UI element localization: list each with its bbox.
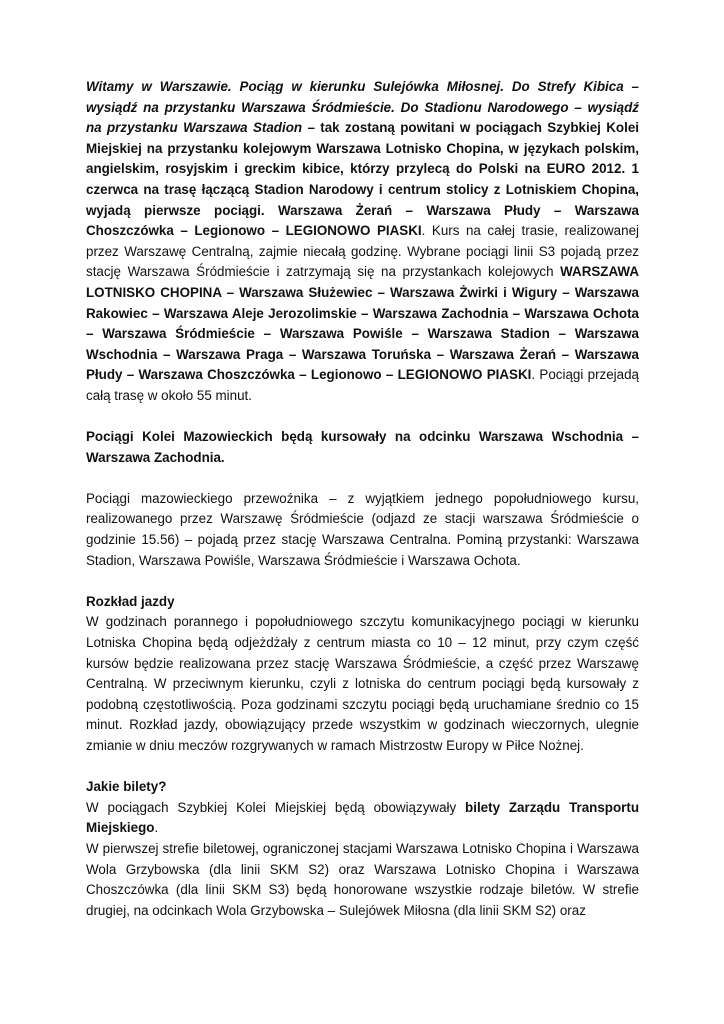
km-heading: Pociągi Kolei Mazowieckich będą kursowały na odcinku Warszawa Wschodnia – Warszawa Zachodnia. xyxy=(86,429,639,465)
spacer xyxy=(86,468,639,489)
tickets-line xyxy=(86,798,639,839)
intro-paragraph xyxy=(86,77,639,407)
intro-normal-2: . Pociągi przejadą całą trasę w około 55 minut. xyxy=(86,367,639,403)
intro-normal-1: . Kurs na całej trasie, realizowanej przez Warszawę Centralną, zajmie niecałą godzinę. Wybrane pociągi linii S3 pojadą przez stację Warszawa Śródmieście i zatrzymają się na przystankach kolejowych xyxy=(86,223,639,280)
tickets-heading: Jakie bilety? xyxy=(86,779,167,795)
intro-bold-lead: – tak zostaną powitani w pociągach Szybkiej Kolei Miejskiej na przystanku kolejowym Warszawa Lotnisko Chopina, w językach polskim, angielskim, rosyjskim i greckim kibice, którzy przylecą do Polski na EURO 2012. 1 czerwca na trasę łączącą Stadion Narodowy i centrum stolicy z Lotniskiem Chopina, wyjadą pierwsze pociągi. Warszawa Żerań – Warszawa Płudy – Warszawa Choszczówka – Legionowo – LEGIONOWO PIASKI xyxy=(86,120,639,239)
schedule-paragraph: W godzinach porannego i popołudniowego szczytu komunikacyjnego pociągi w kierunku Lotniska Chopina będą odjeżdżały z centrum miasta co 10 – 12 minut, przy czym część kursów będzie realizowana przez stację Warszawa Śródmieście, a część przez Warszawę Centralną. W przeciwnym kierunku, czyli z lotniska do centrum pociągi będą kursowały z podobną częstotliwością. Poza godzinami szczytu pociągi będą uruchamiane średnio co 15 minut. Rozkład jazdy, obowiązujący przede wszystkim w godzinach wieczornych, ulegnie zmianie w dniu meczów rozgrywanych w ramach Mistrzostw Europy w Piłce Nożnej. xyxy=(86,614,639,753)
document-page xyxy=(86,77,639,921)
spacer xyxy=(86,571,639,592)
km-paragraph: Pociągi mazowieckiego przewoźnika – z wyjątkiem jednego popołudniowego kursu, realizowanego przez Warszawę Śródmieście (odjazd ze stacji warszawa Śródmieście o godzinie 15.56) – pojadą przez stację Warszawa Centralna. Pominą przystanki: Warszawa Stadion, Warszawa Powiśle, Warszawa Śródmieście i Warszawa Ochota. xyxy=(86,490,639,568)
intro-italic-greeting: Witamy w Warszawie. Pociąg w kierunku Sulejówka Miłosnej. Do Strefy Kibica – wysiądź na przystanku Warszawa Śródmieście. Do Stadionu Narodowego – wysiądź na przystanku Warszawa Stadion xyxy=(86,79,639,136)
intro-bold-route: WARSZAWA LOTNISKO CHOPINA – Warszawa Służewiec – Warszawa Żwirki i Wigury – Warszawa Rakowiec – Warszawa Aleje Jerozolimskie – Warszawa Zachodnia – Warszawa Ochota – Warszawa Śródmieście – Warszawa Powiśle – Warszawa Stadion – Warszawa Wschodnia – Warszawa Praga – Warszawa Toruńska – Warszawa Żerań – Warszawa Płudy – Warszawa Choszczówka – Legionowo – LEGIONOWO PIASKI xyxy=(86,264,639,383)
spacer xyxy=(86,757,639,778)
tickets-line-normal: W pociągach Szybkiej Kolei Miejskiej będą obowiązywały xyxy=(86,799,466,815)
schedule-heading: Rozkład jazdy xyxy=(86,593,175,609)
spacer xyxy=(86,407,639,428)
tickets-zones-paragraph: W pierwszej strefie biletowej, ograniczonej stacjami Warszawa Lotnisko Chopina i Warszawa Wola Grzybowska (dla linii SKM S2) oraz Warszawa Lotnisko Chopina i Warszawa Choszczówka (dla linii SKM S3) będą honorowane wszystkie rodzaje biletów. W strefie drugiej, na odcinkach Wola Grzybowska – Sulejówek Miłosna (dla linii SKM S2) oraz xyxy=(86,840,639,918)
tickets-line-end: . xyxy=(154,820,159,836)
tickets-line-bold: bilety Zarządu Transportu Miejskiego xyxy=(86,799,639,836)
